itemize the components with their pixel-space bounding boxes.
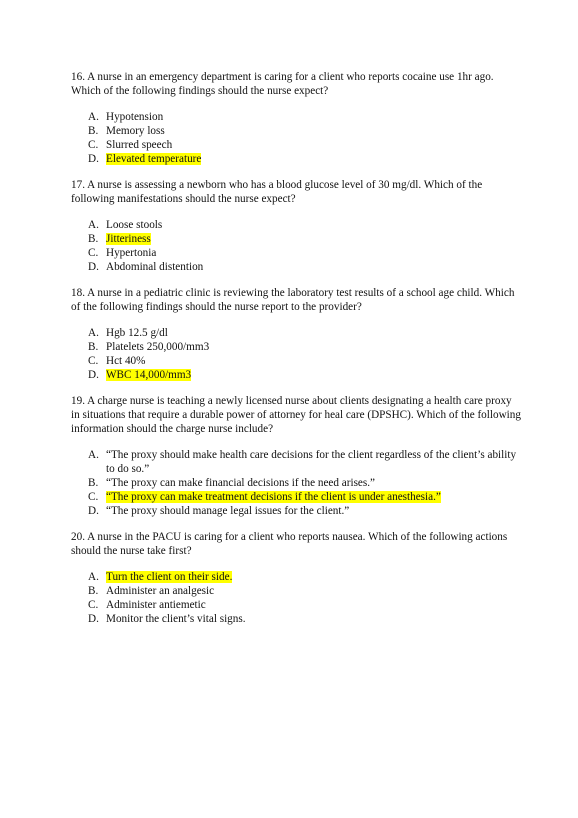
answer-option-b [71, 584, 521, 598]
option-letter: C. [88, 247, 99, 259]
option-text: Slurred speech [106, 139, 173, 151]
question-stem: 20. A nurse in the PACU is caring for a client who reports nausea. Which of the following actions should the nurse take first? [71, 531, 508, 557]
option-letter: D. [88, 369, 99, 381]
answer-option-c [71, 138, 521, 152]
answer-option-d [71, 612, 521, 626]
answer-option-b [71, 124, 521, 138]
answer-option-a [71, 218, 521, 232]
option-text: Hypotension [106, 111, 164, 123]
answer-option-b [71, 476, 521, 490]
answer-option-d [71, 152, 521, 166]
highlighted-answer: Elevated temperature [106, 153, 202, 165]
answer-option-c [71, 246, 521, 260]
answer-option-a [71, 448, 521, 476]
question-stem: 18. A nurse in a pediatric clinic is reviewing the laboratory test results of a school age child. Which of the following findings should the nurse report to the provider? [71, 287, 515, 313]
answer-options [71, 448, 521, 518]
option-text: “The proxy should make health care decisions for the client regardless of the client’s ability to do so.” [106, 449, 517, 475]
answer-option-d [71, 368, 521, 382]
highlighted-answer: Turn the client on their side. [106, 571, 233, 583]
option-letter: B. [88, 125, 99, 137]
option-letter: C. [88, 355, 99, 367]
option-text: “The proxy should manage legal issues for the client.” [106, 505, 350, 517]
answer-option-a [71, 326, 521, 340]
option-letter: B. [88, 585, 99, 597]
highlighted-answer: “The proxy can make treatment decisions if the client is under anesthesia.” [106, 491, 441, 503]
question-19 [71, 394, 521, 518]
question-20 [71, 530, 521, 626]
option-letter: D. [88, 613, 99, 625]
option-letter: B. [88, 233, 99, 245]
option-letter: B. [88, 477, 99, 489]
option-text: Administer an analgesic [106, 585, 215, 597]
answer-options [71, 218, 521, 274]
document-page [71, 70, 521, 638]
answer-option-c [71, 354, 521, 368]
question-stem: 16. A nurse in an emergency department is caring for a client who reports cocaine use 1hr ago. Which of the following findings should the nurse expect? [71, 71, 494, 97]
answer-options [71, 110, 521, 166]
answer-option-d [71, 504, 521, 518]
option-text: Loose stools [106, 219, 163, 231]
question-17 [71, 178, 521, 274]
option-text: Monitor the client’s vital signs. [106, 613, 246, 625]
option-letter: A. [88, 327, 99, 339]
option-text: Platelets 250,000/mm3 [106, 341, 210, 353]
option-text: “The proxy can make financial decisions if the need arises.” [106, 477, 376, 489]
option-letter: A. [88, 219, 99, 231]
option-letter: A. [88, 449, 99, 461]
answer-option-a [71, 570, 521, 584]
answer-option-b [71, 232, 521, 246]
option-letter: A. [88, 111, 99, 123]
highlighted-answer: Jitteriness [106, 233, 151, 245]
option-letter: C. [88, 491, 99, 503]
option-text: Hypertonia [106, 247, 157, 259]
option-text: Administer antiemetic [106, 599, 206, 611]
answer-option-d [71, 260, 521, 274]
answer-option-b [71, 340, 521, 354]
question-16 [71, 70, 521, 166]
option-text: Hct 40% [106, 355, 146, 367]
option-letter: A. [88, 571, 99, 583]
highlighted-answer: WBC 14,000/mm3 [106, 369, 192, 381]
question-stem: 17. A nurse is assessing a newborn who has a blood glucose level of 30 mg/dl. Which of the following manifestations should the nurse expect? [71, 179, 483, 205]
option-text: Memory loss [106, 125, 165, 137]
option-text: Abdominal distention [106, 261, 204, 273]
answer-option-c [71, 490, 521, 504]
option-letter: C. [88, 139, 99, 151]
answer-option-c [71, 598, 521, 612]
question-stem: 19. A charge nurse is teaching a newly licensed nurse about clients designating a health care proxy in situations that require a durable power of attorney for heal care (DPSHC). Which of the following information should the charge nurse include? [71, 395, 521, 435]
answer-option-a [71, 110, 521, 124]
option-letter: D. [88, 261, 99, 273]
option-letter: D. [88, 153, 99, 165]
option-letter: C. [88, 599, 99, 611]
option-letter: D. [88, 505, 99, 517]
question-18 [71, 286, 521, 382]
option-letter: B. [88, 341, 99, 353]
answer-options [71, 326, 521, 382]
option-text: Hgb 12.5 g/dl [106, 327, 168, 339]
answer-options [71, 570, 521, 626]
